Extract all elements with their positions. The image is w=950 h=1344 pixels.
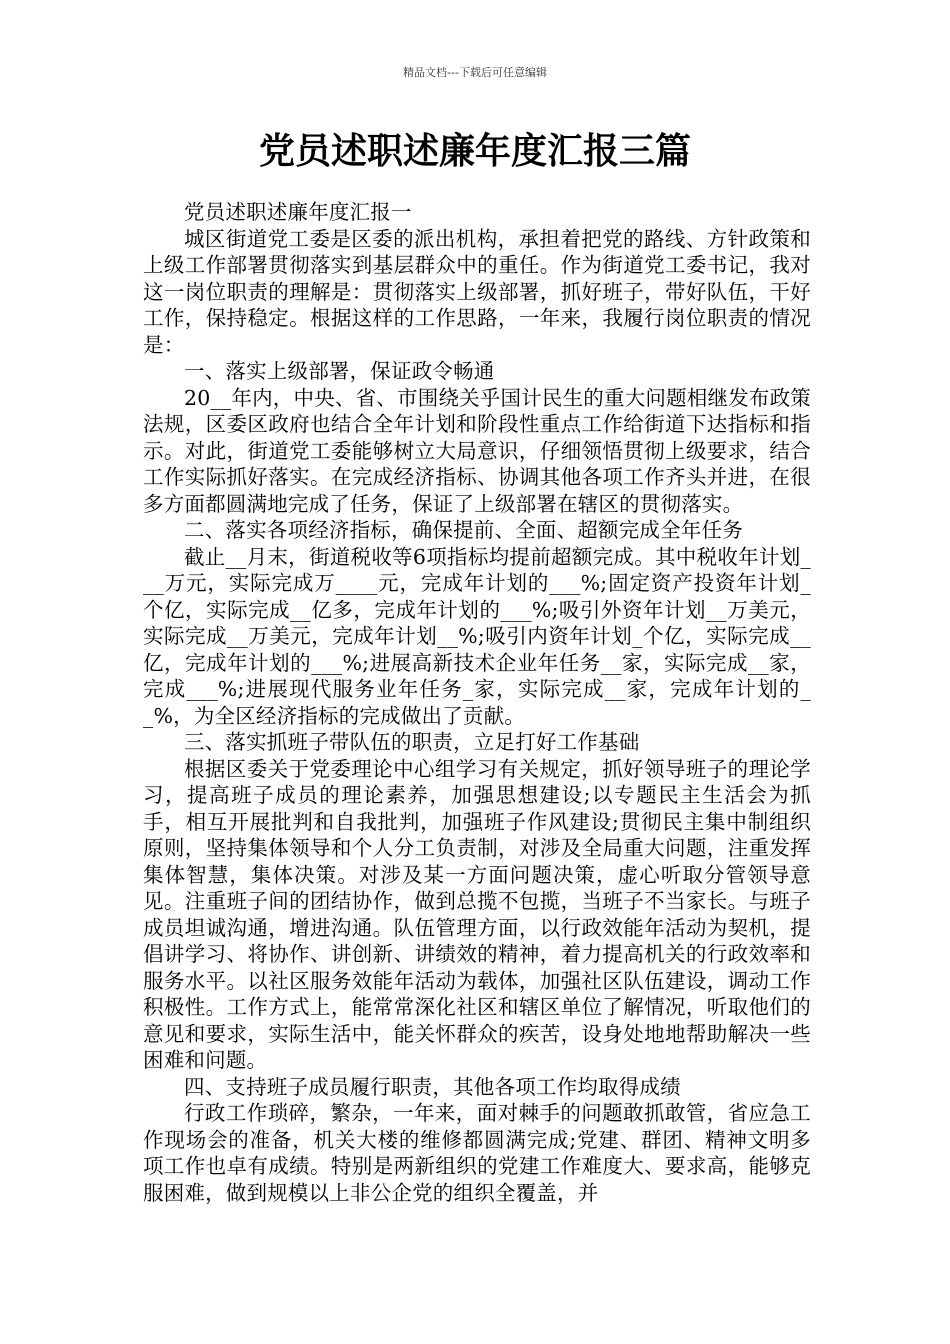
- section-heading-1: 一、落实上级部署，保证政令畅通: [184, 359, 495, 383]
- header-note: 精品文档---下载后可任意编辑: [403, 66, 547, 79]
- paragraph-section-1: 20__年内，中央、省、市围绕关乎国计民生的重大问题相继发布政策法规，区委区政府也结合全年计划和阶段性重点工作给街道下达指标和指示。对此，街道党工委能够树立大局意识，仔细领悟贯彻上级要求，结合工作实际抓好落实。在完成经济指标、协调其他各项工作齐头并进，在很多方面都圆满地完成了任务，保证了上级部署在辖区的贯彻落实。: [143, 385, 811, 516]
- section-heading-4: 四、支持班子成员履行职责，其他各项工作均取得成绩: [184, 1074, 681, 1099]
- section-heading-3: 三、落实抓班子带队伍的职责，立足打好工作基础: [184, 730, 640, 754]
- section-heading-2: 二、落实各项经济指标，确保提前、全面、超额完成全年任务: [184, 518, 743, 542]
- document-title: 党员述职述廉年度汇报三篇: [258, 131, 691, 172]
- paragraph-section-2: 截止__月末，街道税收等6项指标均提前超额完成。其中税收年计划___万元，实际完成万____元，完成年计划的___%;固定资产投资年计划_个亿，实际完成__亿多，完成年计划的___%;吸引外资年计划__万美元，实际完成__万美元，完成年计划__%;吸引内资年计划_个亿，实际完成__亿，完成年计划的___%;进展高新技术企业年任务__家，实际完成__家，完成___%;进展现代服务业年任务_家，实际完成__家，完成年计划的__%，为全区经济指标的完成做出了贡献。: [143, 544, 811, 728]
- paragraph-section-4: 行政工作琐碎，繁杂，一年来，面对棘手的问题敢抓敢管，省应急工作现场会的准备，机关大楼的维修都圆满完成;党建、群团、精神文明多项工作也卓有成绩。特别是两新组织的党建工作难度大、要求高，能够克服困难，做到规模以上非公企党的组织全覆盖，并: [143, 1101, 811, 1205]
- subtitle-part-one: 党员述职述廉年度汇报一: [184, 200, 412, 224]
- paragraph-section-3: 根据区委关于党委理论中心组学习有关规定，抓好领导班子的理论学习，提高班子成员的理论素养，加强思想建设;以专题民主生活会为抓手，相互开展批判和自我批判，加强班子作风建设;贯彻民主集中制组织原则，坚持集体领导和个人分工负责制，对涉及全局重大问题，注重发挥集体智慧，集体决策。对涉及某一方面问题决策，虚心听取分管领导意见。注重班子间的团结协作，做到总揽不包揽，当班子不当家长。与班子成员坦诚沟通，增进沟通。队伍管理方面，以行政效能年活动为契机，提倡讲学习、将协作、讲创新、讲绩效的精神，着力提高机关的行政效率和服务水平。以社区服务效能年活动为载体，加强社区队伍建设，调动工作积极性。工作方式上，能常常深化社区和辖区单位了解情况，听取他们的意见和要求，实际生活中，能关怀群众的疾苦，设身处地地帮助解决一些困难和问题。: [143, 756, 811, 1072]
- document-body: [143, 199, 811, 1206]
- paragraph-intro: 城区街道党工委是区委的派出机构，承担着把党的路线、方针政策和上级工作部署贯彻落实到基层群众中的重任。作为街道党工委书记，我对这一岗位职责的理解是：贯彻落实上级部署，抓好班子，带好队伍，干好工作，保持稳定。根据这样的工作思路，一年来，我履行岗位职责的情况是：: [143, 226, 811, 357]
